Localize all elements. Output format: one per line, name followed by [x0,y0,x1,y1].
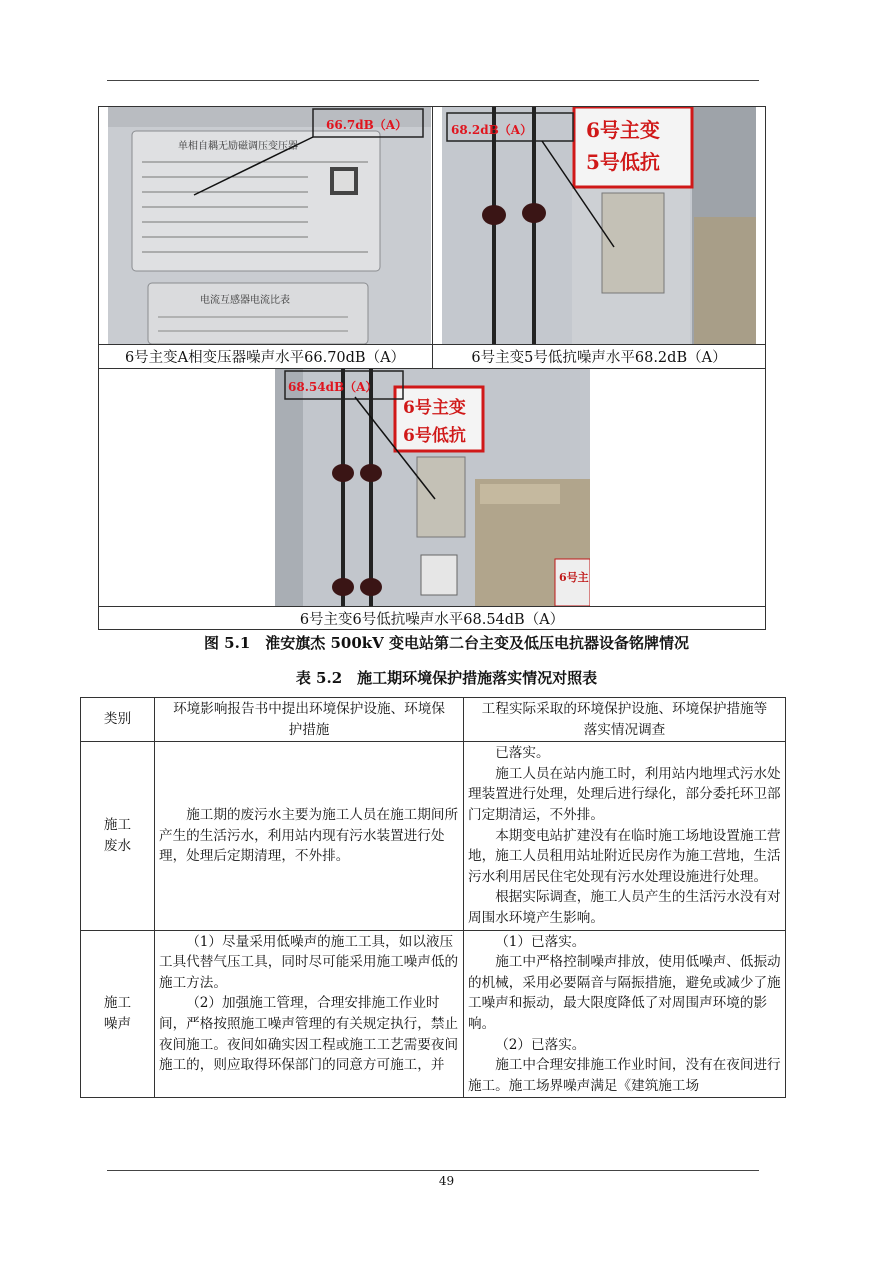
actual-paragraph: 施工中合理安排施工作业时间，没有在夜间进行施工。施工场界噪声满足《建筑施工场 [468,1057,781,1094]
photo-divider-row1 [98,344,766,345]
actual-paragraph: 根据实际调查，施工人员产生的生活污水没有对周围水环境产生影响。 [468,889,781,926]
row-report-wastewater [155,742,464,930]
header-actual: 工程实际采取的环境保护设施、环境保护措施等落实情况调查 [464,698,786,742]
plate-title: 单相自耦无励磁调压变压器 [178,141,298,152]
row-category-text: 施工废水 [103,817,132,854]
plate2-title: 电流互感器电流比表 [200,295,290,306]
photo-divider-row3 [98,606,766,607]
footer-rule [107,1170,759,1171]
row-category-wastewater [81,742,155,930]
actual-paragraph: （2）已落实。 [495,1036,586,1053]
actual-paragraph: 本期变电站扩建没有在临时施工场地设置施工营地，施工人员租用站址附近民房作为施工营地，生活污水利用居民住宅处现有污水处理设施进行处理。 [468,827,781,885]
report-paragraph: 施工期的废污水主要为施工人员在施工期间所产生的生活污水，利用站内现有污水装置进行处理，处理后定期清理，不外排。 [159,806,459,865]
sign3-line-1: 6号主变 [403,398,466,418]
row-report-noise [155,930,464,1098]
row-category-noise [81,930,155,1098]
noise-label-1: 66.7dB（A） [326,118,408,132]
row-category-text: 施工噪声 [103,995,132,1032]
actual-paragraph: 已落实。 [495,745,550,762]
small-sign: 6号主 [559,571,589,584]
page-number: 49 [438,1174,455,1188]
photo-transformer-nameplate [108,107,431,344]
report-paragraph: （2）加强施工管理，合理安排施工作业时间，严格按照施工噪声管理的有关规定执行，禁止夜间施工。夜间如确实因工程或施工工艺需要夜间施工的，则应取得环保部门的同意方可施工，并 [159,995,459,1074]
sign3-line-2: 6号低抗 [403,426,466,446]
header-category: 类别 [81,698,155,742]
sign-line-2: 5号低抗 [586,150,660,174]
sign-line-1: 6号主变 [586,118,660,142]
actual-paragraph: 施工中严格控制噪声排放，使用低噪声、低振动的机械，采用必要隔音与隔振措施，避免或减少了施工噪声和振动，最大限度降低了对周围声环境的影响。 [468,954,781,1032]
noise-label-2: 68.2dB（A） [451,123,533,137]
header-report: 环境影响报告书中提出环境保护设施、环境保护措施 [155,698,464,742]
header-rule [107,80,759,81]
table-row [81,742,786,930]
actual-paragraph: 施工人员在站内施工时，利用站内地埋式污水处理装置进行处理，处理后进行绿化，部分委托环卫部门定期清运，不外排。 [468,765,781,823]
photo-divider-vertical [432,106,433,368]
table-title: 表 5.2 施工期环境保护措施落实情况对照表 [295,669,598,687]
report-paragraph: （1）尽量采用低噪声的施工工具，如以液压工具代替气压工具，同时尽可能采用施工噪声低的施工方法。 [159,933,459,991]
noise-label-3: 68.54dB（A） [288,380,378,394]
caption-panel-2: 6号主变5号低抗噪声水平68.2dB（A） [471,350,727,366]
actual-paragraph: （1）已落实。 [495,933,586,950]
figure-title: 图 5.1 淮安旗杰 500kV 变电站第二台主变及低压电抗器设备铭牌情况 [203,634,690,652]
table-row [81,930,786,1098]
table-header-row [81,698,786,742]
row-actual-noise [464,930,786,1098]
caption-panel-1: 6号主变A相变压器噪声水平66.70dB（A） [124,350,406,366]
measures-table [80,697,786,1098]
photo-reactor-6 [275,369,590,606]
photo-reactor-5 [442,107,756,344]
caption-panel-3: 6号主变6号低抗噪声水平68.54dB（A） [299,612,565,628]
row-actual-wastewater [464,742,786,930]
